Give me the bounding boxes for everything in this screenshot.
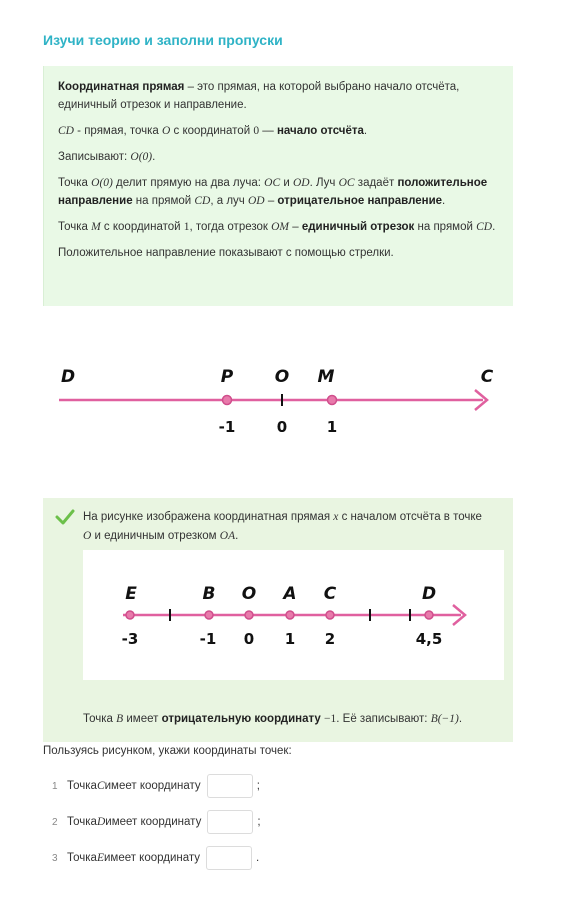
question-text: имеет координату — [105, 816, 202, 828]
point-o — [245, 611, 253, 619]
point-letter: E — [96, 852, 104, 864]
point-e — [126, 611, 134, 619]
question-2 — [52, 810, 261, 834]
theory-paragraph: Точка M с координатой 1, тогда отрезок OM – единичный отрезок на прямой CD. — [58, 221, 496, 233]
punctuation: ; — [257, 816, 261, 828]
theory-paragraph: CD - прямая, точка O с координатой 0 — начало отсчёта. — [58, 125, 368, 137]
theory-paragraph: Точка O(0) делит прямую на два луча: OC и OD. Луч OC задаёт положительное направление на прямой CD, а луч OD – отрицательное направление. — [58, 177, 488, 207]
theory-box — [43, 66, 513, 306]
punctuation: ; — [256, 780, 260, 792]
tick-label: 1 — [326, 418, 338, 436]
question-text: имеет координату — [104, 780, 201, 792]
coordinate-line-figure — [43, 350, 513, 450]
tick-label: 0 — [276, 418, 288, 436]
point-a — [286, 611, 294, 619]
label-o: O — [241, 584, 257, 604]
theory-paragraph: Положительное направление показывают с помощью стрелки. — [58, 247, 394, 259]
label-d: D — [60, 367, 76, 387]
label-e: E — [125, 584, 137, 604]
label-o: O — [274, 367, 290, 387]
label-c: C — [323, 584, 337, 604]
question-text: Точка — [67, 816, 97, 828]
question-1 — [52, 774, 260, 798]
label-p: P — [220, 367, 234, 387]
label-a: A — [283, 584, 297, 604]
answer-input-c[interactable] — [207, 774, 253, 798]
question-text: Точка — [67, 852, 97, 864]
page-title: Изучи теорию и заполни пропуски — [43, 32, 283, 48]
example-figure — [83, 550, 504, 680]
tick-label: 0 — [243, 630, 255, 648]
checkmark-icon — [55, 508, 75, 526]
point-letter: C — [96, 780, 105, 792]
tick-label: 1 — [284, 630, 296, 648]
label-m: M — [317, 367, 335, 387]
tick-label: 4,5 — [415, 630, 443, 648]
label-d: D — [421, 584, 437, 604]
example-text: На рисунке изображена координатная прямая x с началом отсчёта в точке O и единичным отрезком OA. — [83, 511, 482, 542]
question-text: имеет координату — [103, 852, 201, 864]
point-m — [328, 396, 337, 405]
tick-label: 2 — [324, 630, 336, 648]
point-p — [223, 396, 232, 405]
question-number: 3 — [52, 852, 58, 864]
point-b — [205, 611, 213, 619]
example-note: Точка B имеет отрицательную координату −1. Её записывают: B(−1). — [83, 713, 463, 725]
point-c — [326, 611, 334, 619]
theory-paragraph: Записывают: O(0). — [58, 151, 156, 163]
instruction-text: Пользуясь рисунком, укажи координаты точек: — [43, 745, 292, 757]
answer-input-d[interactable] — [207, 810, 253, 834]
tick-label: -3 — [121, 630, 139, 648]
example-coordinate-line — [83, 550, 504, 680]
question-3 — [52, 846, 259, 870]
theory-paragraph: Координатная прямая – это прямая, на которой выбрано начало отсчёта, единичный отрезок и направление. — [58, 81, 460, 111]
question-number: 1 — [52, 780, 58, 792]
tick-label: -1 — [218, 418, 236, 436]
label-c: C — [480, 367, 494, 387]
tick-label: -1 — [199, 630, 217, 648]
point-d — [425, 611, 433, 619]
answer-input-e[interactable] — [206, 846, 252, 870]
example-box — [43, 498, 513, 742]
question-text: Точка — [67, 780, 97, 792]
question-number: 2 — [52, 816, 58, 828]
label-b: B — [202, 584, 216, 604]
point-letter: D — [96, 816, 106, 828]
punctuation: . — [256, 852, 260, 864]
